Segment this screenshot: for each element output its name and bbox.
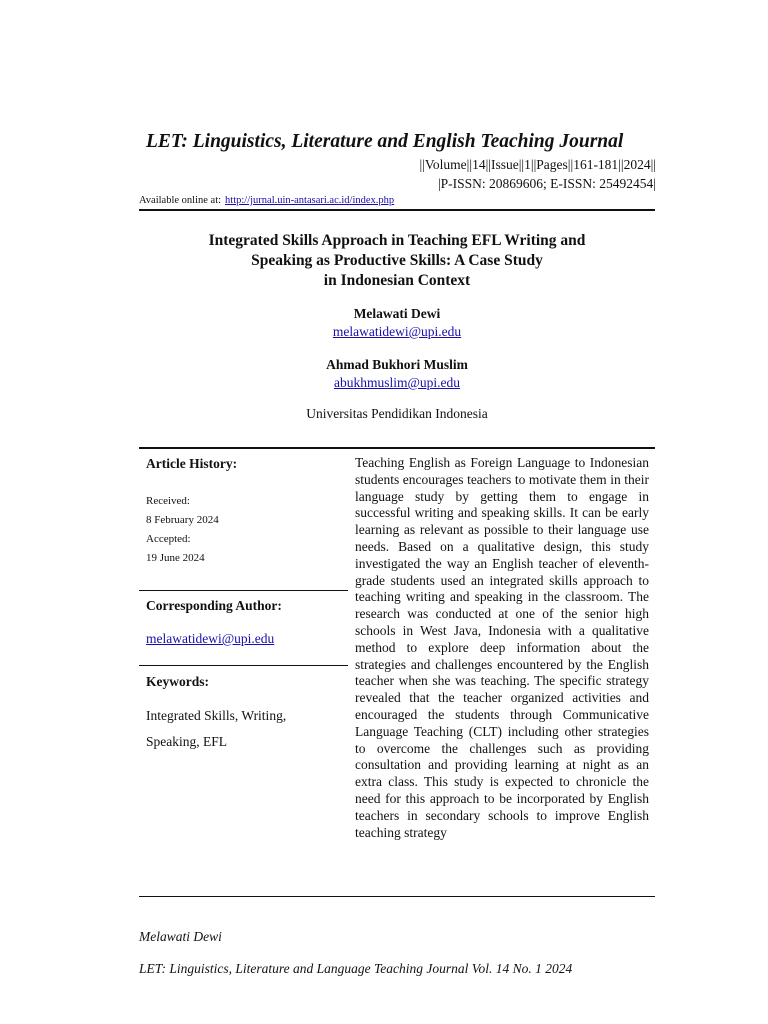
header-divider [139,209,655,211]
received-date: 8 February 2024 [146,514,219,526]
journal-title: LET: Linguistics, Literature and English Teaching Journal [146,131,624,152]
accepted-date: 19 June 2024 [146,552,205,564]
article-title-line: Integrated Skills Approach in Teaching EFL Writing and [208,232,586,249]
info-divider [139,665,348,666]
journal-url-link[interactable]: http://jurnal.uin-antasari.ac.id/index.php [225,195,395,206]
keywords: Integrated Skills, Writing, Speaking, EFL [146,708,287,749]
corresponding-author-heading: Corresponding Author: [146,598,282,613]
affiliation: Universitas Pendidikan Indonesia [306,406,488,421]
keywords-heading: Keywords: [146,674,209,689]
article-history [146,492,219,568]
author-email-link[interactable]: melawatidewi@upi.edu [332,324,462,339]
author-name: Ahmad Bukhori Muslim [326,357,468,372]
accepted-label: Accepted: [146,533,191,545]
author-email-link[interactable]: abukhmuslim@upi.edu [333,375,461,390]
abstract-text: Teaching English as Foreign Language to Indonesian students encourages teachers to motivate them in their language study by getting them to engage in successful writing and speaking skills. It can be early learning as relevant as possible to their language use needs. Based on a qualitative design, this study investigated the way an English teacher of eleventh-grade students used an integrated skills approach to teaching writing and speaking in the classroom. The research was conducted at one of the senior high schools in West Java, Indonesia with a qualitative method to explore deep information about the strategies and challenges encountered by the English teacher when she was teaching. The specific strategy revealed that the teacher organized activities and encouraged the students through Communicative Language Teaching (CLT) including other strategies to overcome the challenges such as providing consultation and providing learning at night as an extra class. This study is expected to chronicle the need for this approach to be incorporated by English teachers in secondary schools to improve English teaching strategy [355,455,649,840]
article-title [139,231,655,291]
issn-line: |P-ISSN: 20869606; E-ISSN: 25492454| [437,176,656,191]
author-block [139,356,655,392]
author-block [139,305,655,341]
article-title-line: Speaking as Productive Skills: A Case Study [251,252,543,269]
available-online [139,195,394,206]
info-divider [139,590,348,591]
corresponding-email-link[interactable]: melawatidewi@upi.edu [146,631,275,646]
footer-author: Melawati Dewi [139,929,222,944]
available-label: Available online at: [139,195,222,206]
footer-journal: LET: Linguistics, Literature and Language Teaching Journal Vol. 14 No. 1 2024 [139,961,573,976]
article-history-heading: Article History: [146,456,238,471]
author-name: Melawati Dewi [353,306,441,321]
info-top-divider [139,447,655,449]
article-title-line: in Indonesian Context [323,272,471,289]
info-bottom-divider [139,896,655,897]
volume-line: ||Volume||14||Issue||1||Pages||161-181||2024|| [419,157,656,172]
received-label: Received: [146,495,190,507]
